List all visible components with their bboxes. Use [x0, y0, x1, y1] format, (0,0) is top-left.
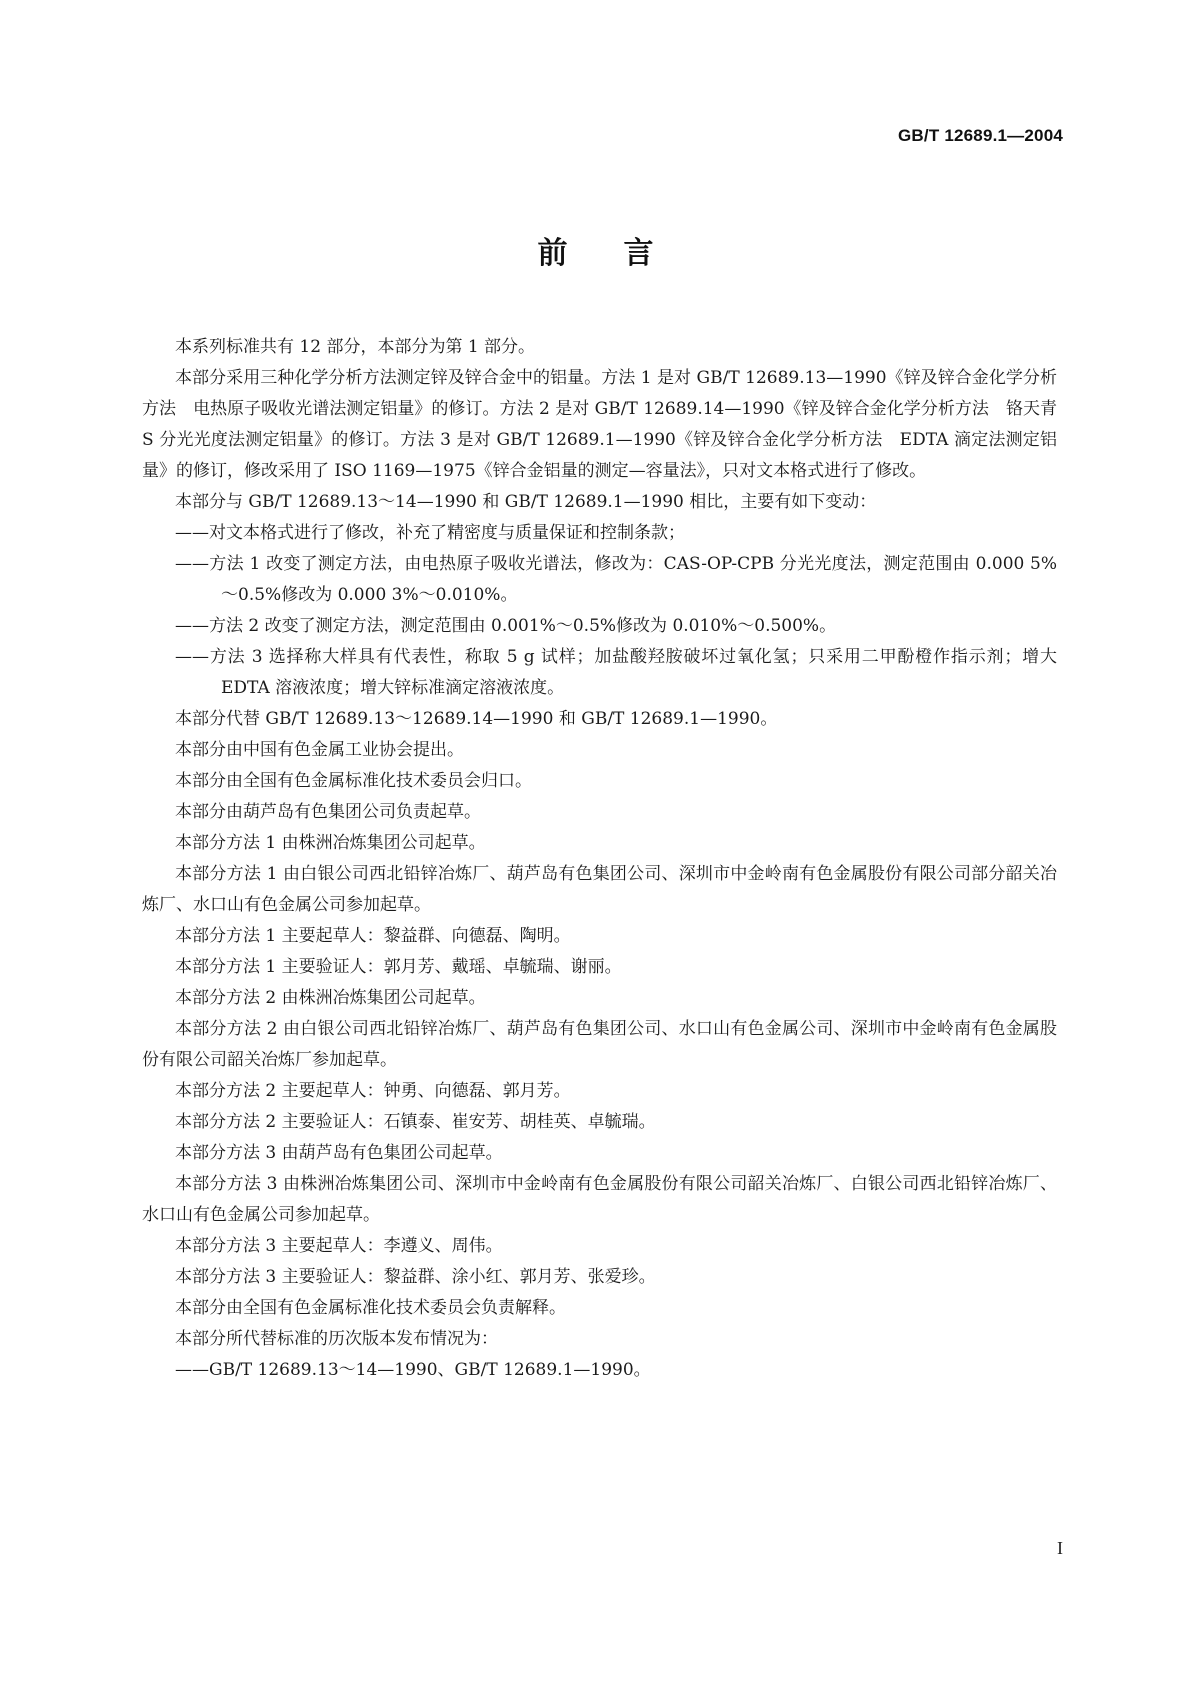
paragraph-method-3-drafted: 本部分方法 3 由葫芦岛有色集团公司起草。: [175, 1143, 503, 1163]
paragraph-series-parts: 本系列标准共有 12 部分，本部分为第 1 部分。: [175, 337, 536, 357]
paragraph-drafted-by: 本部分由葫芦岛有色集团公司负责起草。: [175, 802, 481, 822]
paragraph-interpreted-by: 本部分由全国有色金属标准化技术委员会负责解释。: [175, 1298, 566, 1318]
standard-number: GB/T 12689.1—2004: [898, 126, 1063, 145]
change-item-format: ——对文本格式进行了修改，补充了精密度与质量保证和控制条款；: [175, 523, 685, 543]
paragraph-method-3-participants: 本部分方法 3 由株洲冶炼集团公司、深圳市中金岭南有色金属股份有限公司韶关冶炼厂、白银公司西北铅锌冶炼厂、水口山有色金属公司参加起草。: [142, 1174, 1057, 1225]
page-title: 前言: [537, 236, 710, 271]
paragraph-method-2-participants: 本部分方法 2 由白银公司西北铅锌冶炼厂、葫芦岛有色集团公司、水口山有色金属公司、深圳市中金岭南有色金属股份有限公司韶关冶炼厂参加起草。: [142, 1019, 1057, 1070]
paragraph-method-3-drafters: 本部分方法 3 主要起草人：李遵义、周伟。: [175, 1236, 503, 1256]
paragraph-method-1-verifiers: 本部分方法 1 主要验证人：郭月芳、戴瑶、卓毓瑞、谢丽。: [175, 957, 622, 977]
paragraph-methods-overview: 本部分采用三种化学分析方法测定锌及锌合金中的铝量。方法 1 是对 GB/T 12689.13—1990《锌及锌合金化学分析方法 电热原子吸收光谱法测定铝量》的修订。方法 2 是对 GB/T 12689.14—1990《锌及锌合金化学分析方法 铬天青 S 分光光度法测定铝量》的修订。方法 3 是对 GB/T 12689.1—1990《锌及锌合金化学分析方法 EDTA 滴定法测定铝量》的修订，修改采用了 ISO 1169—1975《锌合金铝量的测定—容量法》，只对文本格式进行了修改。: [142, 368, 1057, 481]
paragraph-method-1-drafted: 本部分方法 1 由株洲冶炼集团公司起草。: [175, 833, 486, 853]
paragraph-method-2-drafters: 本部分方法 2 主要起草人：钟勇、向德磊、郭月芳。: [175, 1081, 571, 1101]
paragraph-method-1-drafters: 本部分方法 1 主要起草人：黎益群、向德磊、陶明。: [175, 926, 571, 946]
paragraph-changes-intro: 本部分与 GB/T 12689.13～14—1990 和 GB/T 12689.1—1990 相比，主要有如下变动：: [175, 492, 877, 512]
paragraph-replaces: 本部分代替 GB/T 12689.13～12689.14—1990 和 GB/T 12689.1—1990。: [175, 709, 778, 729]
document-body: [142, 332, 1057, 1386]
page-number: I: [1057, 1538, 1063, 1558]
paragraph-history-intro: 本部分所代替标准的历次版本发布情况为：: [175, 1329, 498, 1349]
history-item: ——GB/T 12689.13～14—1990、GB/T 12689.1—1990。: [175, 1360, 651, 1380]
change-item-method-2: ——方法 2 改变了测定方法，测定范围由 0.001%～0.5%修改为 0.010%～0.500%。: [175, 616, 837, 636]
paragraph-managed-by: 本部分由全国有色金属标准化技术委员会归口。: [175, 771, 532, 791]
paragraph-method-2-verifiers: 本部分方法 2 主要验证人：石镇泰、崔安芳、胡桂英、卓毓瑞。: [175, 1112, 656, 1132]
change-item-method-3: ——方法 3 选择称大样具有代表性，称取 5 g 试样；加盐酸羟胺破坏过氧化氢；只采用二甲酚橙作指示剂；增大 EDTA 溶液浓度；增大锌标准滴定溶液浓度。: [175, 647, 1057, 698]
paragraph-method-2-drafted: 本部分方法 2 由株洲冶炼集团公司起草。: [175, 988, 486, 1008]
paragraph-method-1-participants: 本部分方法 1 由白银公司西北铅锌冶炼厂、葫芦岛有色集团公司、深圳市中金岭南有色金属股份有限公司部分韶关冶炼厂、水口山有色金属公司参加起草。: [142, 864, 1057, 915]
change-item-method-1: ——方法 1 改变了测定方法，由电热原子吸收光谱法，修改为：CAS-OP-CPB 分光光度法，测定范围由 0.000 5%～0.5%修改为 0.000 3%～0.010%。: [175, 554, 1057, 605]
paragraph-proposed-by: 本部分由中国有色金属工业协会提出。: [175, 740, 464, 760]
paragraph-method-3-verifiers: 本部分方法 3 主要验证人：黎益群、涂小红、郭月芳、张爱珍。: [175, 1267, 656, 1287]
